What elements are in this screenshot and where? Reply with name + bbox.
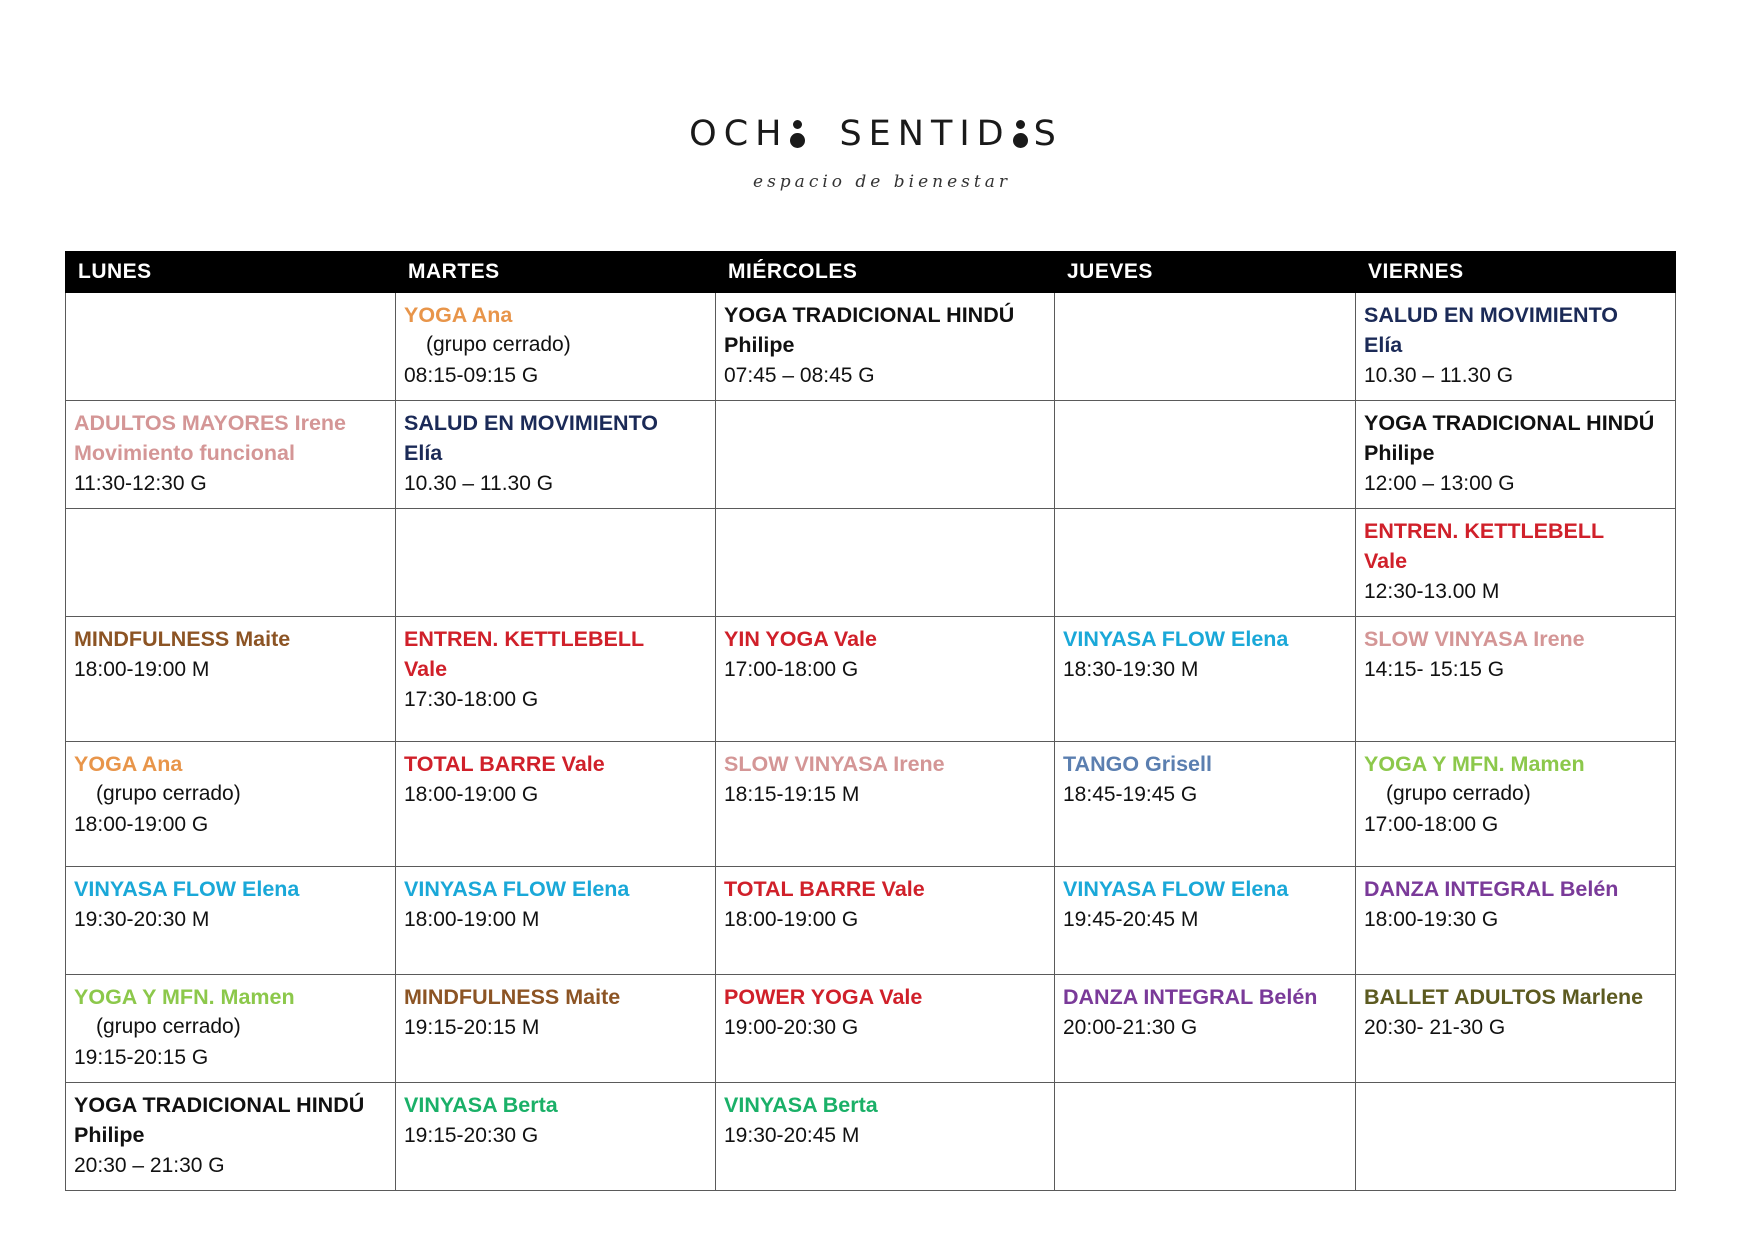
class-cell [1356,975,1676,1083]
class-teacher: Philipe [724,333,795,357]
class-title: TANGO Grisell [1063,752,1212,776]
day-header-miercoles: MIÉRCOLES [716,252,1055,293]
schedule-row [66,742,1676,867]
class-time: 19:30-20:45 M [724,1124,860,1147]
class-time: 19:30-20:30 M [74,908,210,931]
empty-cell [1356,1083,1676,1191]
class-time: 17:00-18:00 G [724,658,859,681]
class-teacher: Vale [1364,549,1408,573]
class-cell [66,617,396,742]
class-cell [1055,867,1356,975]
class-note: (grupo cerrado) [426,333,571,356]
class-title: VINYASA FLOW Elena [1063,877,1289,901]
class-time: 12:00 – 13:00 G [1364,472,1515,495]
empty-cell [1055,293,1356,401]
class-cell [396,293,716,401]
class-time: 12:30-13.00 M [1364,580,1500,603]
logo [0,112,1752,192]
class-cell [396,742,716,867]
class-cell [716,1083,1055,1191]
logo-word-s: S [1033,114,1063,154]
class-cell [1356,509,1676,617]
class-time: 19:45-20:45 M [1063,908,1199,931]
class-time: 14:15- 15:15 G [1364,658,1505,681]
class-cell [396,867,716,975]
class-cell [716,293,1055,401]
class-note: (grupo cerrado) [1386,782,1531,805]
class-title: BALLET ADULTOS Marlene [1364,985,1644,1009]
empty-cell [66,509,396,617]
logo-dots-icon [790,120,805,148]
empty-cell [396,509,716,617]
class-note: (grupo cerrado) [96,1015,241,1038]
class-time: 18:15-19:15 M [724,783,860,806]
class-title: TOTAL BARRE Vale [724,877,925,901]
class-time: 19:00-20:30 G [724,1016,859,1039]
class-title: ENTREN. KETTLEBELL [1364,519,1605,543]
class-title: DANZA INTEGRAL Belén [1364,877,1619,901]
class-cell [716,617,1055,742]
class-title: MINDFULNESS Maite [404,985,621,1009]
logo-dots-icon [1013,120,1028,148]
class-title: YOGA Ana [74,752,183,776]
logo-tagline: espacio de bienestar [753,172,1011,192]
class-title: SLOW VINYASA Irene [724,752,945,776]
class-teacher: Philipe [74,1123,145,1147]
class-time: 11:30-12:30 G [74,472,207,495]
class-title: SALUD EN MOVIMIENTO [404,411,659,435]
header-row [66,252,1676,293]
class-cell [1055,742,1356,867]
class-cell [716,975,1055,1083]
class-note: (grupo cerrado) [96,782,241,805]
class-cell [396,1083,716,1191]
class-title: MINDFULNESS Maite [74,627,291,651]
class-title: VINYASA Berta [404,1093,558,1117]
schedule-row [66,401,1676,509]
class-time: 20:30 – 21:30 G [74,1154,225,1177]
class-title: VINYASA FLOW Elena [74,877,300,901]
class-title: VINYASA FLOW Elena [404,877,630,901]
class-title: POWER YOGA Vale [724,985,923,1009]
schedule-table [65,251,1676,1191]
class-time: 18:00-19:00 G [404,783,539,806]
logo-word-och: OCH [689,114,789,154]
class-title: DANZA INTEGRAL Belén [1063,985,1318,1009]
class-cell [66,1083,396,1191]
class-time: 19:15-20:30 G [404,1124,539,1147]
class-title: SALUD EN MOVIMIENTO [1364,303,1619,327]
class-title: SLOW VINYASA Irene [1364,627,1585,651]
class-title: YOGA TRADICIONAL HINDÚ [724,303,1015,327]
logo-title [689,112,1063,156]
class-teacher: Elía [1364,333,1403,357]
class-cell [1356,401,1676,509]
day-header-jueves: JUEVES [1055,252,1356,293]
schedule-body [66,293,1676,1191]
schedule-row [66,1083,1676,1191]
class-cell [1356,293,1676,401]
class-time: 18:00-19:00 G [74,813,209,836]
class-cell [396,401,716,509]
class-cell [1356,867,1676,975]
empty-cell [1055,1083,1356,1191]
class-cell [66,401,396,509]
class-time: 17:30-18:00 G [404,688,539,711]
class-time: 19:15-20:15 G [74,1046,209,1069]
class-title: YOGA Ana [404,303,513,327]
class-cell [1356,617,1676,742]
class-time: 10.30 – 11.30 G [1364,364,1514,387]
class-title: YOGA Y MFN. Mamen [74,985,295,1009]
class-cell [66,742,396,867]
class-title: YOGA TRADICIONAL HINDÚ [1364,411,1655,435]
class-time: 08:15-09:15 G [404,364,539,387]
class-time: 18:00-19:00 M [74,658,210,681]
class-title: ENTREN. KETTLEBELL [404,627,645,651]
class-time: 18:30-19:30 M [1063,658,1199,681]
class-title: VINYASA Berta [724,1093,878,1117]
day-header-martes: MARTES [396,252,716,293]
schedule-row [66,293,1676,401]
class-cell [1055,617,1356,742]
class-title: YOGA Y MFN. Mamen [1364,752,1585,776]
class-cell [66,975,396,1083]
class-time: 20:00-21:30 G [1063,1016,1198,1039]
class-title: YIN YOGA Vale [724,627,877,651]
class-time: 18:45-19:45 G [1063,783,1198,806]
schedule-row [66,975,1676,1083]
class-title: TOTAL BARRE Vale [404,752,605,776]
class-title: VINYASA FLOW Elena [1063,627,1289,651]
schedule-row [66,617,1676,742]
class-teacher: Vale [404,657,448,681]
day-header-lunes: LUNES [66,252,396,293]
class-cell [1055,975,1356,1083]
class-teacher: Movimiento funcional [74,441,295,465]
class-time: 10.30 – 11.30 G [404,472,554,495]
class-cell [1356,742,1676,867]
class-cell [396,617,716,742]
empty-cell [1055,509,1356,617]
class-time: 17:00-18:00 G [1364,813,1499,836]
class-time: 20:30- 21-30 G [1364,1016,1506,1039]
schedule-row [66,867,1676,975]
class-time: 18:00-19:30 G [1364,908,1499,931]
class-title: ADULTOS MAYORES Irene [74,411,346,435]
class-time: 07:45 – 08:45 G [724,364,875,387]
class-cell [716,867,1055,975]
schedule-row [66,509,1676,617]
logo-word-sentid: SENTID [839,114,1011,154]
empty-cell [716,401,1055,509]
class-cell [716,742,1055,867]
class-time: 18:00-19:00 G [724,908,859,931]
class-teacher: Philipe [1364,441,1435,465]
class-teacher: Elía [404,441,443,465]
class-cell [66,867,396,975]
empty-cell [716,509,1055,617]
class-cell [396,975,716,1083]
class-time: 19:15-20:15 M [404,1016,540,1039]
class-title: YOGA TRADICIONAL HINDÚ [74,1093,365,1117]
day-header-viernes: VIERNES [1356,252,1676,293]
empty-cell [66,293,396,401]
class-time: 18:00-19:00 M [404,908,540,931]
empty-cell [1055,401,1356,509]
